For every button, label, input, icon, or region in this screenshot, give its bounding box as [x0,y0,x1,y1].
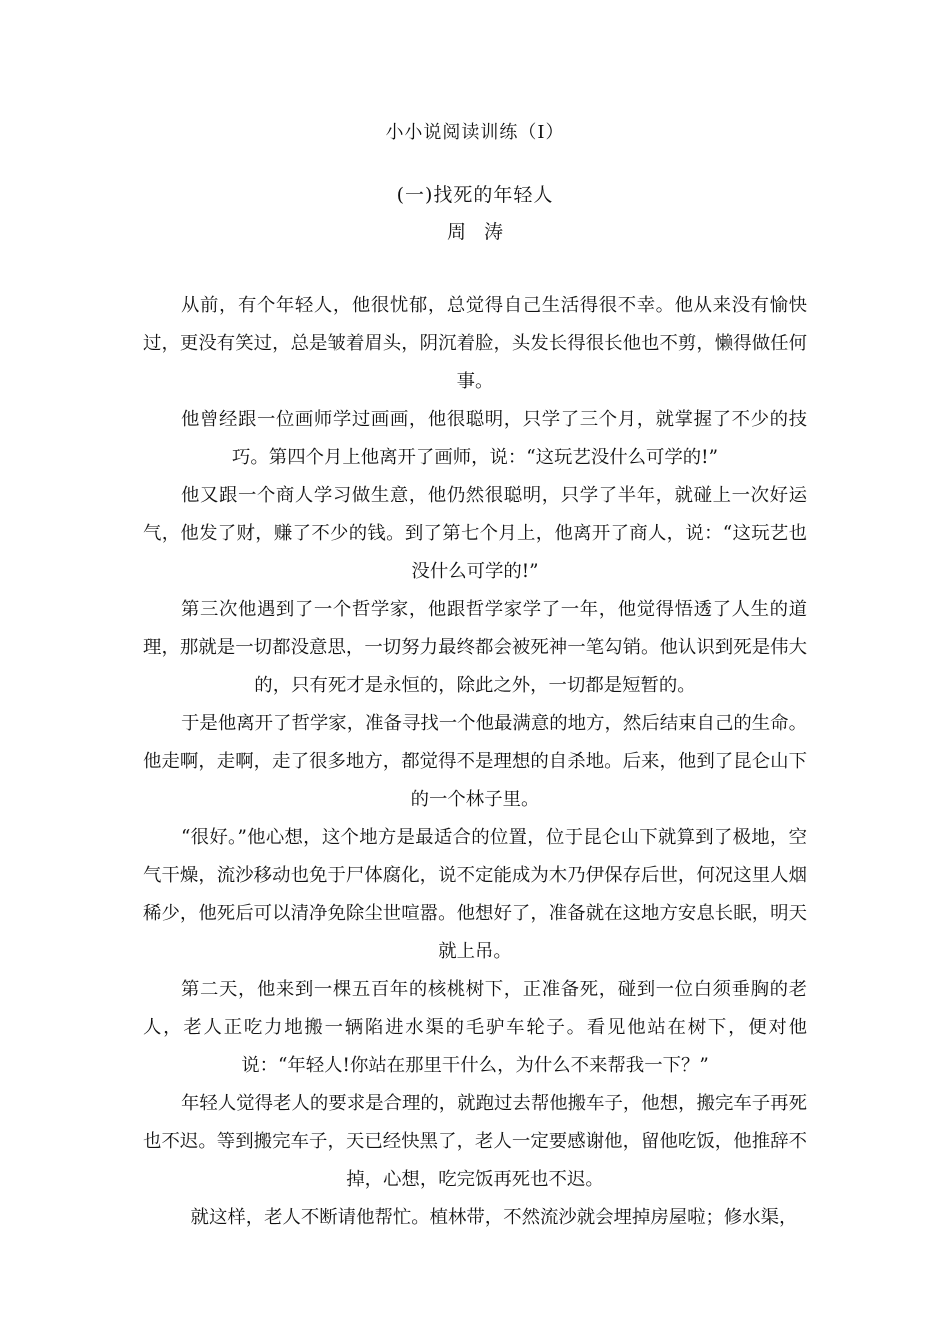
story-body [143,287,807,1237]
paragraph: 他又跟一个商人学习做生意，他仍然很聪明，只学了半年，就碰上一次好运气，他发了财，赚了不少的钱。到了第七个月上，他离开了商人，说：“这玩艺也没什么可学的!” [143,485,807,582]
paragraph: 于是他离开了哲学家，准备寻找一个他最满意的地方，然后结束自己的生命。他走啊，走啊，走了很多地方，都觉得不是理想的自杀地。后来，他到了昆仑山下的一个林子里。 [143,713,807,810]
paragraph: 他曾经跟一位画师学过画画，他很聪明，只学了三个月，就掌握了不少的技巧。第四个月上他离开了画师，说：“这玩艺没什么可学的!” [181,409,807,468]
paragraph: 就这样，老人不断请他帮忙。植林带，不然流沙就会埋掉房屋啦；修水渠， [190,1207,798,1228]
document-title: 小小说阅读训练（Ⅰ） [385,122,565,143]
paragraph: “很好。”他心想，这个地方是最适合的位置，位于昆仑山下就算到了极地，空气干燥，流沙移动也免于尸体腐化，说不定能成为木乃伊保存后世，何况这里人烟稀少，他死后可以清净免除尘世喧嚣。他想好了，准备就在这地方安息长眠，明天就上吊。 [143,827,807,962]
paragraph: 从前，有个年轻人，他很忧郁，总觉得自己生活得很不幸。他从来没有愉快过，更没有笑过，总是皱着眉头，阴沉着脸，头发长得很长他也不剪，懒得做任何事。 [143,295,807,392]
paragraph: 第二天，他来到一棵五百年的核桃树下，正准备死，碰到一位白须垂胸的老人，老人正吃力地搬一辆陷进水渠的毛驴车轮子。看见他站在树下，便对他说：“年轻人!你站在那里干什么，为什么不来帮我一下？” [143,979,807,1076]
paragraph: 年轻人觉得老人的要求是合理的，就跑过去帮他搬车子，他想，搬完车子再死也不迟。等到搬完车子，天已经快黑了，老人一定要感谢他，留他吃饭，他推辞不掉，心想，吃完饭再死也不迟。 [143,1093,807,1190]
author-name: 周涛 [446,221,521,243]
paragraph: 第三次他遇到了一个哲学家，他跟哲学家学了一年，他觉得悟透了人生的道理，那就是一切都没意思，一切努力最终都会被死神一笔勾销。他认识到死是伟大的，只有死才是永恒的，除此之外，一切都是短暂的。 [143,599,807,696]
story-title: (一)找死的年轻人 [396,184,554,206]
